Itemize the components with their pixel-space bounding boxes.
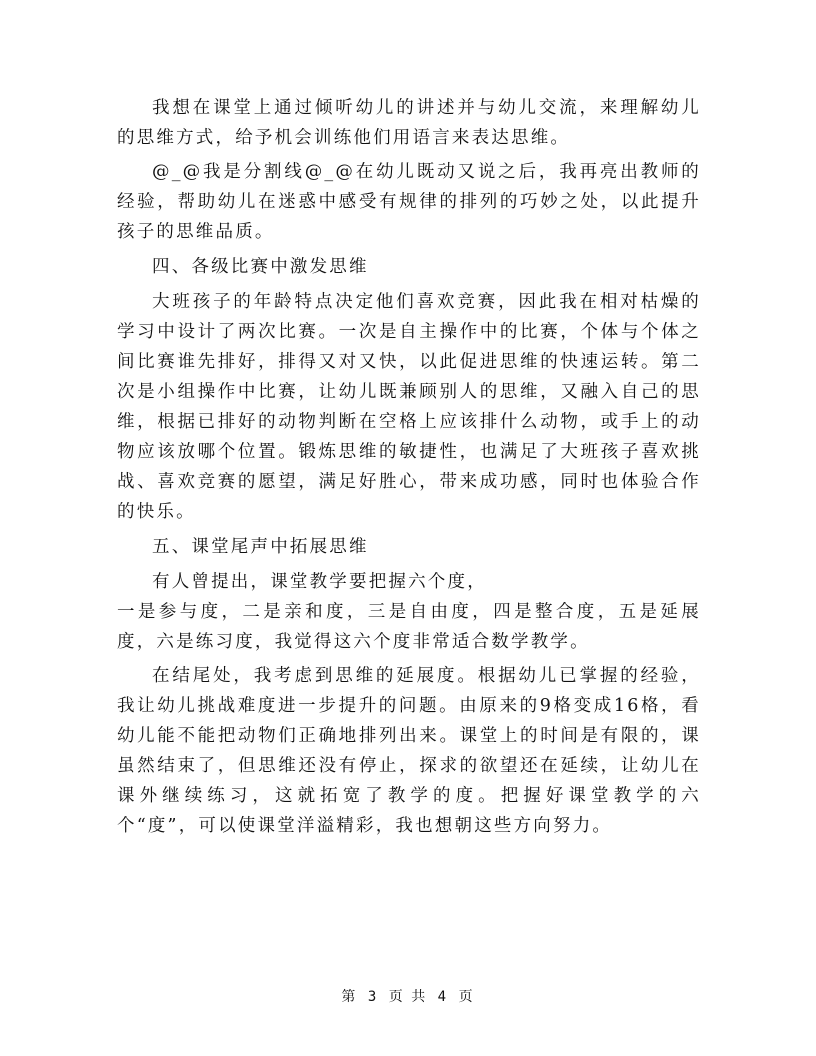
footer-total-pages: 4 xyxy=(437,989,449,1005)
paragraph-competition: 大班孩子的年龄特点决定他们喜欢竞赛，因此我在相对枯燥的学习中设计了两次比赛。一次是自主操作中的比赛，个体与个体之间比赛谁先排好，排得又对又快，以此促进思维的快速运转。第二次是小组操作中比赛，让幼儿既兼顾别人的思维，又融入自己的思维，根据已排好的动物判断在空格上应该排什么动物，或手上的动物应该放哪个位置。锻炼思维的敏捷性，也满足了大班孩子喜欢挑战、喜欢竞赛的愿望，满足好胜心，带来成功感，同时也体验合作的快乐。 xyxy=(117,292,701,522)
footer-prefix: 第 xyxy=(341,989,358,1005)
footer-suffix: 页 xyxy=(458,989,475,1005)
section-heading-4: 四、各级比赛中激发思维 xyxy=(152,257,369,277)
paragraph-listening: 我想在课堂上通过倾听幼儿的讲述并与幼儿交流，来理解幼儿的思维方式，给予机会训练他们用语言来表达思维。 xyxy=(117,98,701,148)
paragraph-ending: 在结尾处，我考虑到思维的延展度。根据幼儿已掌握的经验，我让幼儿挑战难度进一步提升的问题。由原来的9格变成16格，看幼儿能不能把动物们正确地排列出来。课堂上的时间是有限的，课虽然结束了，但思维还没有停止，探求的欲望还在延续，让幼儿在课外继续练习，这就拓宽了教学的度。把握好课堂教学的六个“度”，可以使课堂洋溢精彩，我也想朝这些方向努力。 xyxy=(117,666,701,836)
page-footer xyxy=(0,986,816,1006)
footer-middle: 页 共 xyxy=(388,989,428,1005)
paragraph-six-degrees-list: 一是参与度，二是亲和度，三是自由度，四是整合度，五是延展度，六是练习度，我觉得这六个度非常适合数学教学。 xyxy=(117,602,701,652)
document-body xyxy=(117,93,701,841)
paragraph-teacher-experience: @_@我是分割线@_@在幼儿既动又说之后，我再亮出教师的经验，帮助幼儿在迷惑中感受有规律的排列的巧妙之处，以此提升孩子的思维品质。 xyxy=(117,162,701,242)
footer-current-page: 3 xyxy=(367,989,379,1005)
paragraph-six-degrees-intro: 有人曾提出，课堂教学要把握六个度， xyxy=(152,572,487,592)
section-heading-5: 五、课堂尾声中拓展思维 xyxy=(152,537,369,557)
